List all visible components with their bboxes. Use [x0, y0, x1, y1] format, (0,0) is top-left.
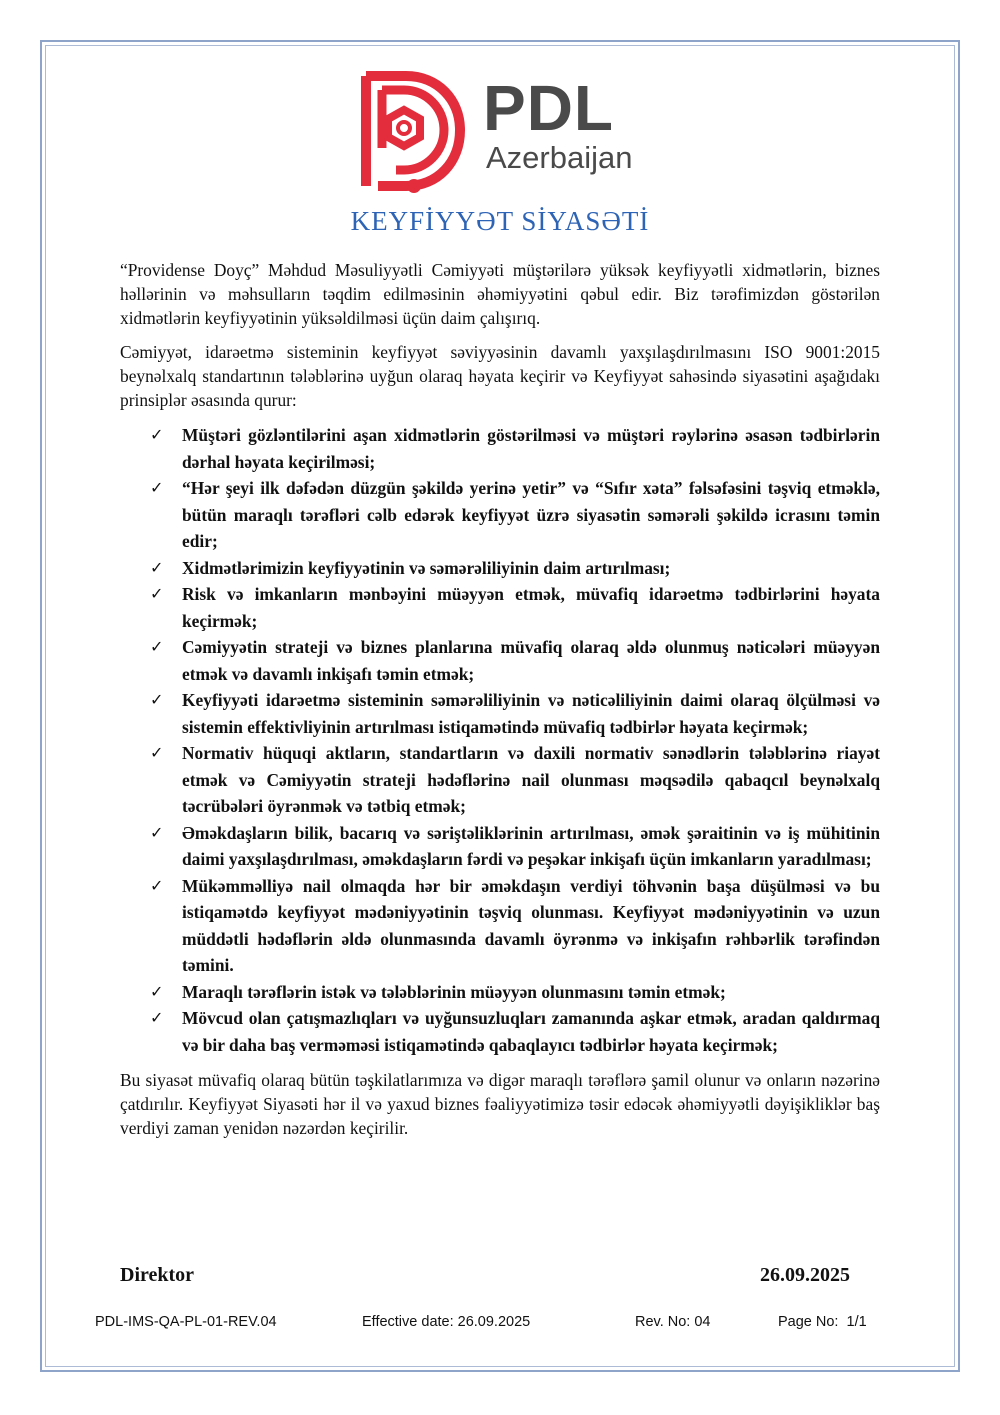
- page-title: KEYFİYYƏT SİYASƏTİ: [350, 206, 650, 236]
- footer-page-number: Page No: 1/1: [778, 1314, 867, 1330]
- checkmark-icon: ✓: [150, 743, 164, 762]
- checkmark-icon: ✓: [150, 690, 164, 709]
- principles-list: [120, 422, 880, 1058]
- footer-revision: Rev. No: 04: [635, 1314, 711, 1330]
- logo-brand-text: PDL: [483, 72, 614, 144]
- checkmark-icon: ✓: [150, 981, 164, 1001]
- intro-paragraph-2: Cəmiyyət, idarəetmə sisteminin keyfiyyət səviyyəsinin davamlı yaxşılaşdırılmasını ISO 9001:2015 beynəlxalq standartının tələblərinə uyğun olaraq həyata keçirir və Keyfiyyət sahəsində siyasətini aşağıdakı prinsiplər əsasında qurur:: [120, 342, 880, 410]
- signature-date: 26.09.2025: [760, 1264, 850, 1286]
- checkmark-icon: ✓: [150, 478, 164, 497]
- footer-effective-date: Effective date: 26.09.2025: [362, 1314, 531, 1330]
- list-item: ✓ Müştəri gözləntilərini aşan xidmətlərin göstərilməsi və müştəri rəylərinə əsasən tədbirlərin dərhal həyata keçirilməsi;: [120, 422, 880, 475]
- signature-role: Direktor: [120, 1264, 195, 1286]
- list-item: ✓ Xidmətlərimizin keyfiyyətinin və səmərəliliyinin daim artırılması;: [120, 555, 880, 582]
- footer-doc-code: PDL-IMS-QA-PL-01-REV.04: [95, 1314, 277, 1330]
- list-item: ✓ Mükəmməlliyə nail olmaqda hər bir əməkdaşın verdiyi töhvənin başa düşülməsi və bu istiqamətdə keyfiyyət mədəniyyətinin təşviq olunması. Keyfiyyət mədəniyyətinin və uzun müddətli hədəflərin əldə olunmasında davamlı öyrənmə və inkişafın rəhbərlik tərəfindən təmini.: [120, 873, 880, 979]
- checkmark-icon: ✓: [150, 425, 164, 444]
- intro-paragraph-1: “Providense Doyç” Məhdud Məsuliyyətli Cəmiyyəti müştərilərə yüksək keyfiyyətli xidmətlərin, biznes həllərinin və məhsulların təqdim edilməsinin əhəmiyyətini qəbul edir. Biz tərəfimizdən göstərilən xidmətlərin keyfiyyətinin yüksəldilməsi üçün daim çalışırıq.: [120, 260, 880, 328]
- checkmark-icon: ✓: [150, 557, 164, 577]
- pdl-logo-mark-icon: [358, 70, 468, 195]
- document-body: [120, 258, 880, 1150]
- list-item: ✓ Cəmiyyətin strateji və biznes planlarına müvafiq olaraq əldə olunmuş nəticələri müəyyən etmək və davamlı inkişafı təmin etmək;: [120, 634, 880, 687]
- checkmark-icon: ✓: [150, 875, 164, 895]
- company-logo: [358, 70, 648, 195]
- closing-paragraph: Bu siyasət müvafiq olaraq bütün təşkilatlarımıza və digər maraqlı tərəflərə şamil olunur və onların nəzərinə çatdırılır. Keyfiyyət Siyasəti hər il və yaxud biznes fəaliyyətimizə təsir edəcək əhəmiyyətli dəyişikliklər baş verdiyi zaman yenidən nəzərdən keçirilir.: [120, 1070, 880, 1138]
- checkmark-icon: ✓: [150, 822, 164, 842]
- checkmark-icon: ✓: [150, 1008, 164, 1027]
- logo-sub-text: Azerbaijan: [486, 140, 633, 175]
- list-item: ✓ Risk və imkanların mənbəyini müəyyən etmək, müvafiq idarəetmə tədbirlərini həyata keçirmək;: [120, 581, 880, 634]
- list-item: ✓ Normativ hüquqi aktların, standartların və daxili normativ sənədlərin tələblərinə riayət etmək və Cəmiyyətin strateji hədəflərinə nail olunması məqsədilə qabaqcıl beynəlxalq təcrübələri öyrənmək və tətbiq etmək;: [120, 740, 880, 820]
- list-item: ✓ “Hər şeyi ilk dəfədən düzgün şəkildə yerinə yetir” və “Sıfır xəta” fəlsəfəsini təşviq etməklə, bütün maraqlı tərəfləri cəlb edərək keyfiyyət üzrə siyasətin səmərəli şəkildə icrasını təmin edir;: [120, 475, 880, 555]
- list-item: ✓ Əməkdaşların bilik, bacarıq və səriştəliklərinin artırılması, əmək şəraitinin və iş mühitinin daimi yaxşılaşdırılması, əməkdaşların fərdi və peşəkar inkişafı üçün imkanların yaradılması;: [120, 820, 880, 873]
- list-item: ✓ Keyfiyyəti idarəetmə sisteminin səmərəliliyinin və nəticəliliyinin daimi olaraq ölçülməsi və sistemin effektivliyinin artırılması istiqamətində müvafiq tədbirlər həyata keçirmək;: [120, 687, 880, 740]
- list-item: ✓ Maraqlı tərəflərin istək və tələblərinin müəyyən olunmasını təmin etmək;: [120, 979, 880, 1006]
- list-item: ✓ Mövcud olan çatışmazlıqları və uyğunsuzluqları zamanında aşkar etmək, aradan qaldırmaq və bir daha baş verməməsi istiqamətində qabaqlayıcı tədbirlər həyata keçirmək;: [120, 1005, 880, 1058]
- checkmark-icon: ✓: [150, 637, 164, 656]
- checkmark-icon: ✓: [150, 584, 164, 603]
